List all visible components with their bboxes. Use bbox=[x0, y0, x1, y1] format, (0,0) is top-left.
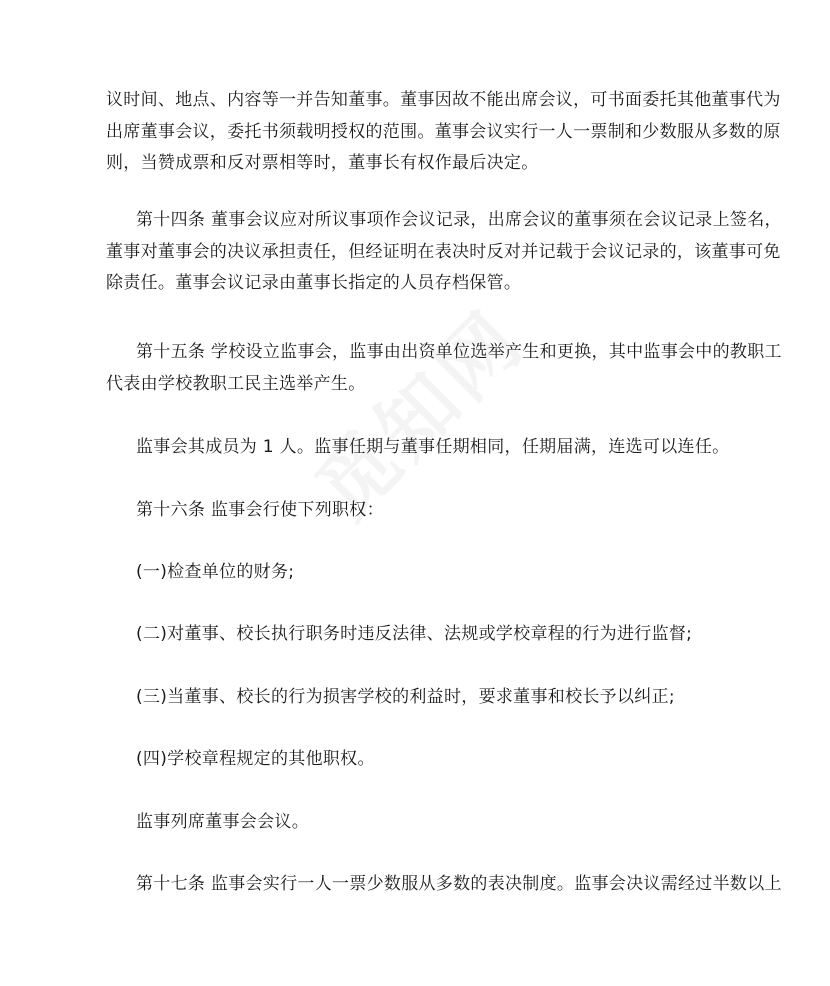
list-item-duty-4 bbox=[106, 744, 726, 776]
paragraph-supervisor-members bbox=[106, 432, 730, 464]
text-line: 出席董事会议，委托书须载明授权的范围。董事会议实行一人一票制和少数服从多数的原 bbox=[106, 121, 781, 142]
paragraph-article-17 bbox=[106, 869, 782, 901]
text-line: (一)检查单位的财务; bbox=[136, 562, 295, 582]
list-item-duty-1 bbox=[106, 557, 726, 589]
text-line: 除责任。董事会议记录由董事长指定的人员存档保管。 bbox=[106, 273, 522, 293]
list-item-duty-3 bbox=[106, 682, 726, 714]
paragraph-continuation bbox=[106, 85, 781, 180]
paragraph-article-16 bbox=[106, 495, 726, 527]
text-line: 代表由学校教职工民主选举产生。 bbox=[106, 373, 366, 394]
text-line: (二)对董事、校长执行职务时违反法律、法规或学校章程的行为进行监督; bbox=[136, 624, 693, 644]
list-item-duty-2 bbox=[106, 619, 726, 651]
text-line: (四)学校章程规定的其他职权。 bbox=[136, 749, 375, 769]
text-line: 第十六条 监事会行使下列职权： bbox=[136, 500, 384, 520]
text-line: 第十七条 监事会实行一人一票少数服从多数的表决制度。监事会决议需经过半数以上 bbox=[136, 874, 782, 894]
text-line: 议时间、地点、内容等一并告知董事。董事因故不能出席会议，可书面委托其他董事代为 bbox=[106, 90, 781, 110]
paragraph-article-15 bbox=[106, 337, 782, 400]
text-line: 监事会其成员为 1 人。监事任期与董事任期相同，任期届满，连选可以连任。 bbox=[136, 437, 730, 457]
paragraph-supervisor-attend bbox=[106, 807, 726, 839]
text-line: 监事列席董事会会议。 bbox=[136, 812, 309, 832]
text-line: (三)当董事、校长的行为损害学校的利益时，要求董事和校长予以纠正; bbox=[136, 687, 675, 707]
paragraph-article-14 bbox=[106, 205, 782, 300]
text-line: 董事对董事会的决议承担责任，但经证明在表决时反对并记载于会议记录的，该董事可免 bbox=[106, 241, 781, 262]
text-line: 则，当赞成票和反对票相等时，董事长有权作最后决定。 bbox=[106, 153, 539, 173]
text-line: 第十五条 学校设立监事会，监事由出资单位选举产生和更换，其中监事会中的教职工 bbox=[136, 342, 782, 362]
text-line: 第十四条 董事会议应对所议事项作会议记录，出席会议的董事须在会议记录上签名， bbox=[136, 210, 782, 230]
